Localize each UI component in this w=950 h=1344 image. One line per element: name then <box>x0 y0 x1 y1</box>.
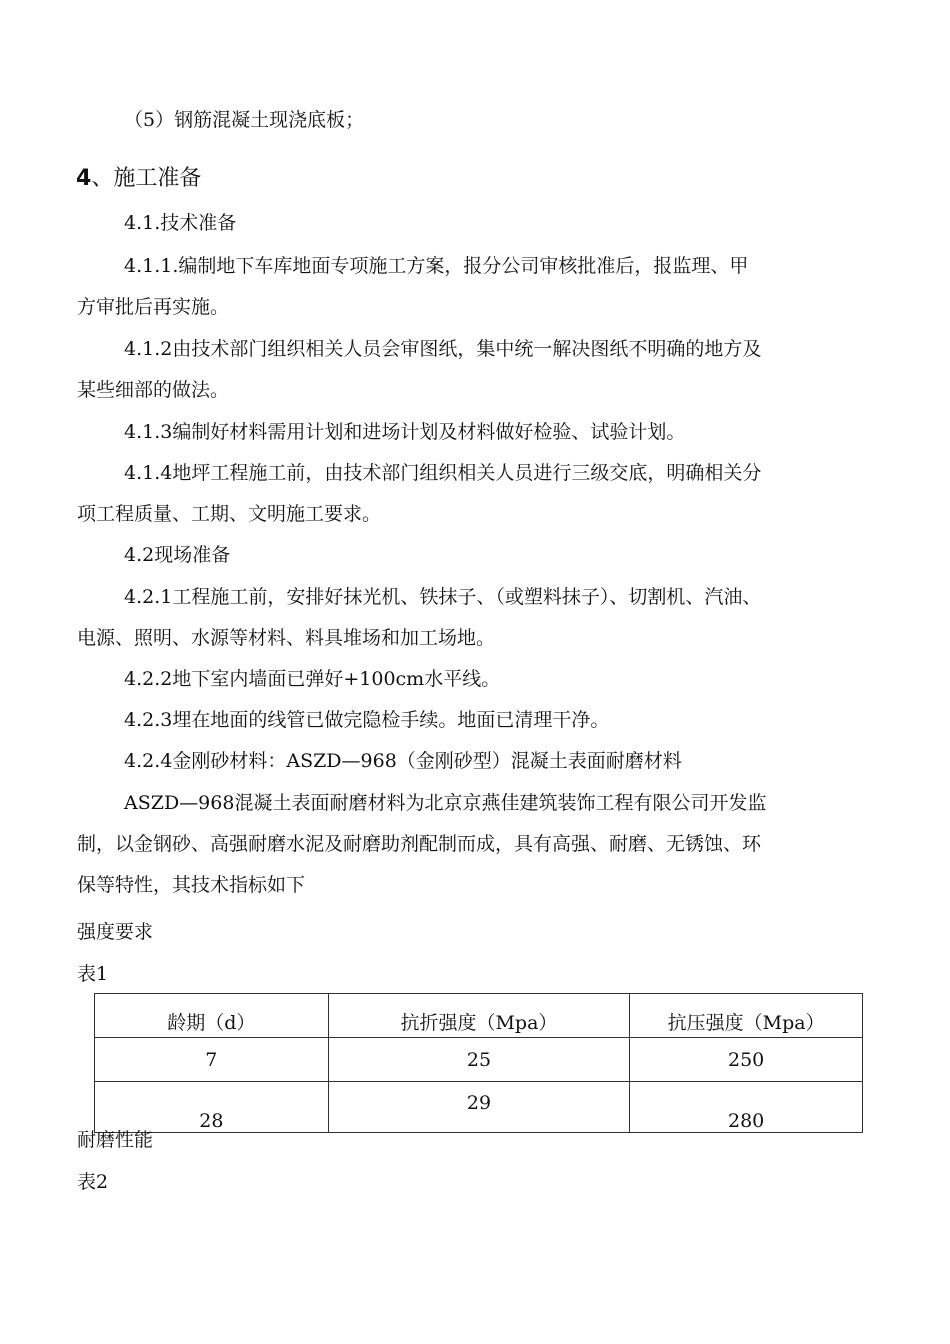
para-4-2-4: 4.2.4金刚砂材料：ASZD—968（金刚砂型）混凝土表面耐磨材料 <box>124 750 682 772</box>
col-header-age: 龄期（d） <box>95 994 329 1038</box>
subheading-4-2: 4.2现场准备 <box>124 544 231 566</box>
table-cell: 28 <box>95 1082 329 1133</box>
table-cell: 7 <box>95 1038 329 1082</box>
para-4-2-2: 4.2.2地下室内墙面已弹好+100cm水平线。 <box>124 668 501 690</box>
table-cell: 29 <box>328 1082 630 1133</box>
table-row <box>95 1082 863 1133</box>
strength-table <box>94 993 863 1133</box>
table-row <box>95 1038 863 1082</box>
col-header-flexural-strength: 抗折强度（Mpa） <box>328 994 630 1038</box>
para-4-2-1-line2: 电源、照明、水源等材料、料具堆场和加工场地。 <box>77 627 496 649</box>
table-cell: 280 <box>630 1082 863 1133</box>
section-number: 4 <box>76 166 92 191</box>
section-title: 、施工准备 <box>91 166 202 191</box>
para-4-1-1-line1: 4.1.1.编制地下车库地面专项施工方案，报分公司审核批准后，报监理、甲 <box>124 255 749 277</box>
table-cell: 25 <box>328 1038 630 1082</box>
para-4-2-1-line1: 4.2.1工程施工前，安排好抹光机、铁抹子、（或塑料抹子）、切割机、汽油、 <box>124 586 762 608</box>
para-4-1-2-line1: 4.1.2由技术部门组织相关人员会审图纸，集中统一解决图纸不明确的地方及 <box>124 338 762 360</box>
material-desc-line1: ASZD—968混凝土表面耐磨材料为北京京燕佳建筑装饰工程有限公司开发监 <box>124 792 767 814</box>
para-4-1-4-line1: 4.1.4地坪工程施工前，由技术部门组织相关人员进行三级交底，明确相关分 <box>124 462 762 484</box>
table-header-row <box>95 994 863 1038</box>
para-4-2-3: 4.2.3埋在地面的线管已做完隐检手续。地面已清理干净。 <box>124 709 610 731</box>
col-header-compressive-strength: 抗压强度（Mpa） <box>630 994 863 1038</box>
subheading-4-1: 4.1.技术准备 <box>124 212 237 234</box>
section-heading-4 <box>76 165 201 193</box>
material-desc-line2: 制，以金钢砂、高强耐磨水泥及耐磨助剂配制而成，具有高强、耐磨、无锈蚀、环 <box>77 833 762 855</box>
strength-title: 强度要求 <box>77 921 154 943</box>
table-cell: 250 <box>630 1038 863 1082</box>
para-4-1-4-line2: 项工程质量、工期、文明施工要求。 <box>77 503 382 525</box>
table1-label: 表1 <box>77 963 109 985</box>
wear-title: 耐磨性能 <box>77 1129 154 1151</box>
para-4-1-1-line2: 方审批后再实施。 <box>77 296 230 318</box>
table2-label: 表2 <box>77 1171 109 1193</box>
para-4-1-3: 4.1.3编制好材料需用计划和进场计划及材料做好检验、试验计划。 <box>124 421 686 443</box>
material-desc-line3: 保等特性，其技术指标如下 <box>77 874 306 896</box>
list-item-5: （5）钢筋混凝土现浇底板； <box>124 109 365 131</box>
para-4-1-2-line2: 某些细部的做法。 <box>77 379 230 401</box>
